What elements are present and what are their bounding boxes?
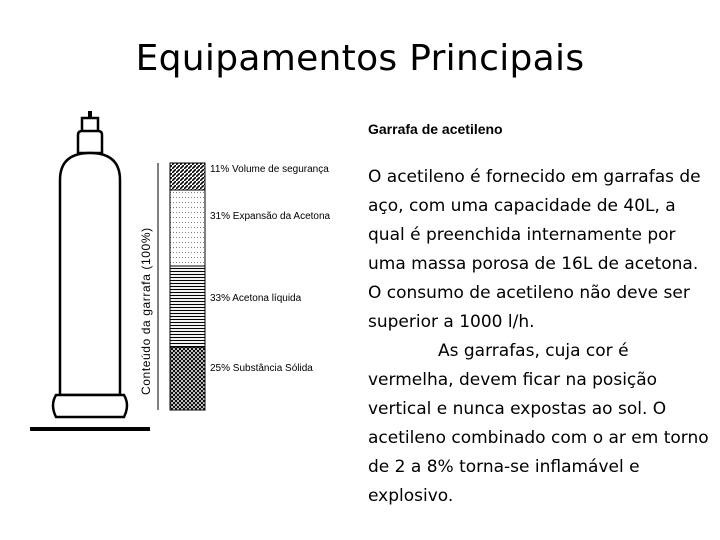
paragraph-1: O acetileno é fornecido em garrafas de aço, com uma capacidade de 40L, a qual é preenchida internamente por uma massa porosa de 16L de acetona. O consumo de acetileno não deve ser superior a 1000 l/h. xyxy=(368,167,701,332)
segment-expansao-acetona xyxy=(170,190,205,266)
segment-volume-seguranca xyxy=(170,163,205,190)
slide-subtitle: Garrafa de acetileno xyxy=(368,121,503,137)
segment-acetona-liquida xyxy=(170,266,205,347)
segment-label-4: 25% Substância Sólida xyxy=(210,363,313,374)
segment-label-3: 33% Acetona líquida xyxy=(210,293,302,304)
body-text xyxy=(368,163,713,511)
slide-title: Equipamentos Principais xyxy=(135,38,585,79)
axis-label: Conteúdo da garrafa (100%) xyxy=(139,227,153,395)
content-bar xyxy=(170,163,205,410)
gas-cylinder xyxy=(30,111,150,431)
acetylene-cylinder-figure xyxy=(20,105,365,440)
segment-substancia-solida xyxy=(170,347,205,410)
segment-label-2: 31% Expansão da Acetona xyxy=(210,211,331,222)
cylinder-diagram xyxy=(20,105,365,440)
content-axis xyxy=(139,163,158,410)
paragraph-2: As garrafas, cuja cor é vermelha, devem ficar na posição vertical e nunca expostas ao sol. O acetileno combinado com o ar em torno de 2 a 8% torna-se inflamável e explosivo. xyxy=(368,341,709,506)
segment-label-1: 11% Volume de segurança xyxy=(210,164,329,175)
